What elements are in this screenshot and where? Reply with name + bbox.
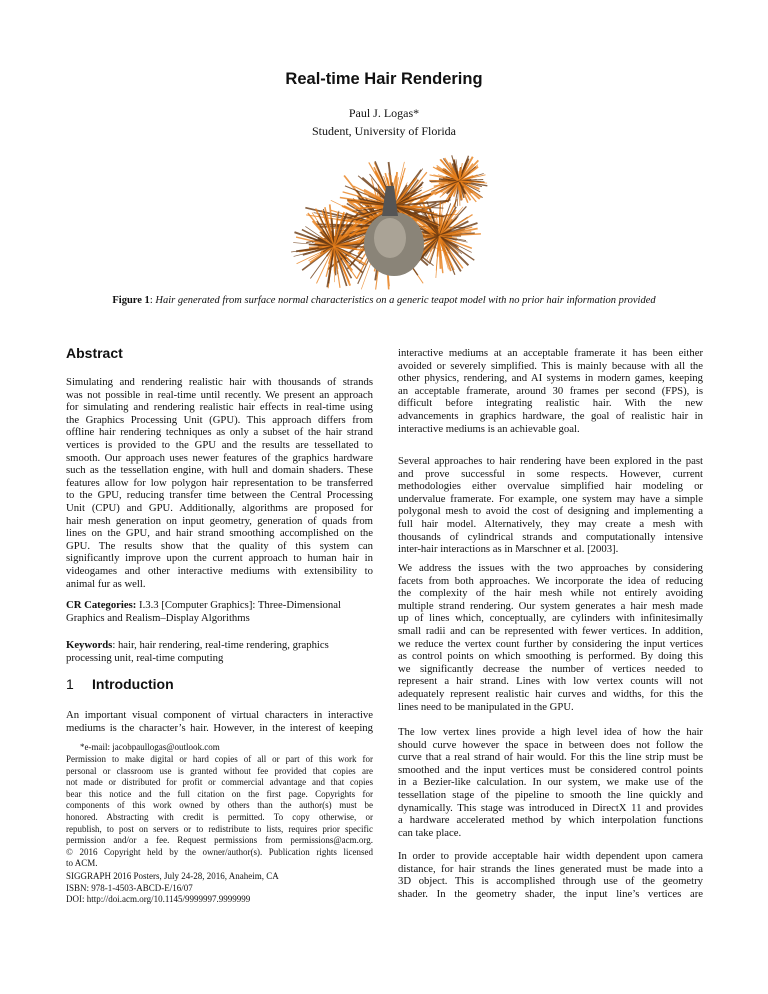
text-line: facets from both approaches. We incorporate the idea of reducing <box>398 574 703 587</box>
text-line: thousands of cylindrical strands and computationally intensive <box>398 530 703 543</box>
abstract-heading: Abstract <box>66 345 123 361</box>
text-line: DOI: http://doi.acm.org/10.1145/9999997.9999999 <box>66 894 251 905</box>
cr-categories-label: CR Categories: <box>66 599 137 611</box>
paragraph <box>398 455 703 556</box>
text-line: and prove successful in some respects. However, current <box>398 467 703 480</box>
paragraph <box>398 850 703 900</box>
author-email: *e-mail: jacobpaullogas@outlook.com <box>80 742 220 752</box>
section-title: Introduction <box>92 676 174 692</box>
text-line: We address the issues with the two approaches by considering <box>398 562 703 574</box>
text-line: an acceptable framerate, around 30 frames per second (FPS), is <box>398 384 703 397</box>
text-line: smoothed and the input vertices must be considered control points <box>398 763 703 776</box>
paragraph <box>398 347 703 435</box>
text-line: up of lines which, conceptually, are cylinders with infinitesimally <box>398 612 703 625</box>
paragraph <box>398 726 703 839</box>
figure-caption: Figure 1: Hair generated from surface normal characteristics on a generic teapot model with no prior hair information provided <box>112 295 656 306</box>
text-line: such as the tessellation engine, with hull and domain shaders. These <box>66 464 373 477</box>
figure-caption-text: Hair generated from surface normal characteristics on a generic teapot model with no prior hair information provided <box>155 295 656 306</box>
text-line: other physics, rendering, and AI systems in modern games, keeping <box>398 372 703 385</box>
text-line: Unit (CPU) and GPU. Additionally, algorithms are proposed for <box>66 501 373 514</box>
venue-info <box>66 871 373 906</box>
keywords-text-2: processing unit, real-time computing <box>66 651 224 664</box>
text-line: full hair model. Alternatively, they may create a mesh with <box>398 517 703 530</box>
text-line: components of this work owned by others than the author(s) must be <box>66 800 373 811</box>
text-line: © 2016 Copyright held by the owner/author(s). Publication rights licensed <box>66 846 373 857</box>
text-line: to the GPU, reducing transfer time between the Central Processing <box>66 489 373 502</box>
text-line: difficult before integrating realistic hair. With the new <box>398 397 703 410</box>
section-heading-introduction <box>66 676 373 692</box>
text-line: vertices is provided to the GPU and the results are tessellated to <box>66 438 373 451</box>
text-line: interactive mediums is an achievable goal. <box>398 422 580 435</box>
text-line: honored. Abstracting with credit is permitted. To copy otherwise, or <box>66 811 373 822</box>
text-line: not made or distributed for profit or commercial advantage and that copies <box>66 777 373 788</box>
keywords-text: : hair, hair rendering, real-time rendering, graphics <box>112 639 329 651</box>
text-line: bear this notice and the full citation on the first page. Copyrights for <box>66 788 373 799</box>
text-line: methodologies either overvalue simplified hair modeling or <box>398 480 703 493</box>
text-line: a hardware accelerated method by which interpolation functions <box>398 814 703 827</box>
text-line: interactive mediums at an acceptable framerate it has been either <box>398 347 703 359</box>
text-line: the complexity of the hair mesh while not entirely avoiding <box>398 587 703 600</box>
text-line: republish, to post on servers or to redistribute to lists, requires prior specific <box>66 823 373 834</box>
text-line: significantly improve upon the current approach to human hair in <box>66 552 373 565</box>
text-line: as control points on which smoothing is performed. By doing this <box>398 650 703 663</box>
text-line: the Graphics Processing Unit (GPU). This approach differs from <box>66 413 373 426</box>
hair-strand <box>334 246 335 271</box>
text-line: hair mesh generation on input geometry, generation of quads from <box>66 514 373 527</box>
paragraph <box>398 562 703 713</box>
text-line: avoided or severely simplified. This is mainly because with all the <box>398 359 703 372</box>
text-line: multiple strand rendering. Our system generates a hair mesh made <box>398 599 703 612</box>
text-line: can take place. <box>398 826 462 839</box>
permission-notice <box>66 754 373 870</box>
text-line: personal or classroom use is granted without fee provided that copies are <box>66 765 373 776</box>
paper-title: Real-time Hair Rendering <box>285 70 483 88</box>
figure-label: Figure 1 <box>112 295 150 306</box>
text-line: animal fur as well. <box>66 577 146 590</box>
text-line: in a Bezier-like calculation. In our system, we make use of the <box>398 776 703 789</box>
text-line: represent a hair strand. Lines with low vertex counts will not <box>398 675 703 688</box>
text-line: An important visual component of virtual characters in interactive <box>66 709 373 721</box>
text-line: tessellation stage of the pipeline to smooth the line quickly and <box>398 788 703 801</box>
text-line: Permission to make digital or hard copies of all or part of this work for <box>66 754 373 764</box>
cr-categories-text: I.3.3 [Computer Graphics]: Three-Dimensional <box>136 599 341 611</box>
text-line: Several approaches to hair rendering have been explored in the past <box>398 455 703 467</box>
text-line: mediums is the character’s hair. However, in the interest of keeping <box>66 721 373 734</box>
text-line: permission and/or a fee. Request permissions from permissions@acm.org. <box>66 835 373 846</box>
text-line: we significantly decrease the number of vertices needed to <box>398 662 703 675</box>
text-line: lines on the GPU, and hair strand smoothing accomplished on the <box>66 527 373 540</box>
author-affiliation: Student, University of Florida <box>312 124 456 138</box>
text-line: adequately represent realistic hair curves and widths, for this the <box>398 687 703 700</box>
text-line: offline hair rendering techniques as only a subset of the hair strand <box>66 426 373 439</box>
text-line: The low vertex lines provide a high level idea of how the hair <box>398 726 703 738</box>
text-line: was not possible in real-time until recently. We present an approach <box>66 388 373 401</box>
text-line: for simulating and rendering realistic hair effects in real-time using <box>66 401 373 414</box>
text-line: should curve however the space in between does not follow the <box>398 738 703 751</box>
text-line: ISBN: 978-1-4503-ABCD-E/16/07 <box>66 882 193 893</box>
text-line: we reduce the vertex count further by considering the input vertices <box>398 637 703 650</box>
cr-categories <box>66 599 373 624</box>
text-line: videogames and other interactive mediums with extensibility to <box>66 564 373 577</box>
keywords <box>66 639 373 664</box>
text-line: distance, for hair strands the lines generated must be made into a <box>398 862 703 875</box>
text-line: to ACM. <box>66 858 98 869</box>
text-line: features allow for low polygon hair representation to be transferred <box>66 476 373 489</box>
text-line: GPU. The results show that the quality of this system can <box>66 539 373 552</box>
text-line: shader. In the geometry shader, the input line’s vertices are <box>398 887 703 900</box>
text-line: 3D object. This is accomplished through use of the geometry <box>398 875 703 888</box>
footnote-email <box>66 742 373 754</box>
text-line: polygonal mesh to avoid the cost of designing and implementing a <box>398 505 703 518</box>
text-line: curve that a real strand of hair would. For this the line strip must be <box>398 751 703 764</box>
text-line: smooth. Our approach uses newer features of the graphics hardware <box>66 451 373 464</box>
figure-hair-teapot-image <box>274 146 494 291</box>
section-number: 1 <box>66 676 74 692</box>
text-line: small radii and can be represented with fewer vertices. In addition, <box>398 624 703 637</box>
text-line: advancements in graphics hardware, the goal of realistic hair in <box>398 409 703 422</box>
text-line: inter-hair interactions as in Marschner et al. [2003]. <box>398 543 619 556</box>
author-name: Paul J. Logas* <box>348 106 420 120</box>
text-line: dynamically. This stage was introduced in DirectX 11 and provides <box>398 801 703 814</box>
text-line: In order to provide acceptable hair width dependent upon camera <box>398 850 703 862</box>
introduction-body <box>66 709 373 734</box>
abstract-body <box>66 376 373 590</box>
teapot-highlight <box>374 218 406 258</box>
cr-categories-text-2: Graphics and Realism–Display Algorithms <box>66 611 250 624</box>
keywords-label: Keywords <box>66 639 113 651</box>
text-line: lines need to be manipulated in the GPU. <box>398 700 574 713</box>
text-line: Simulating and rendering realistic hair with thousands of strands <box>66 376 373 388</box>
text-line: undervalue framerate. For example, one system may have a simple <box>398 492 703 505</box>
text-line: SIGGRAPH 2016 Posters, July 24-28, 2016, Anaheim, CA <box>66 871 279 881</box>
